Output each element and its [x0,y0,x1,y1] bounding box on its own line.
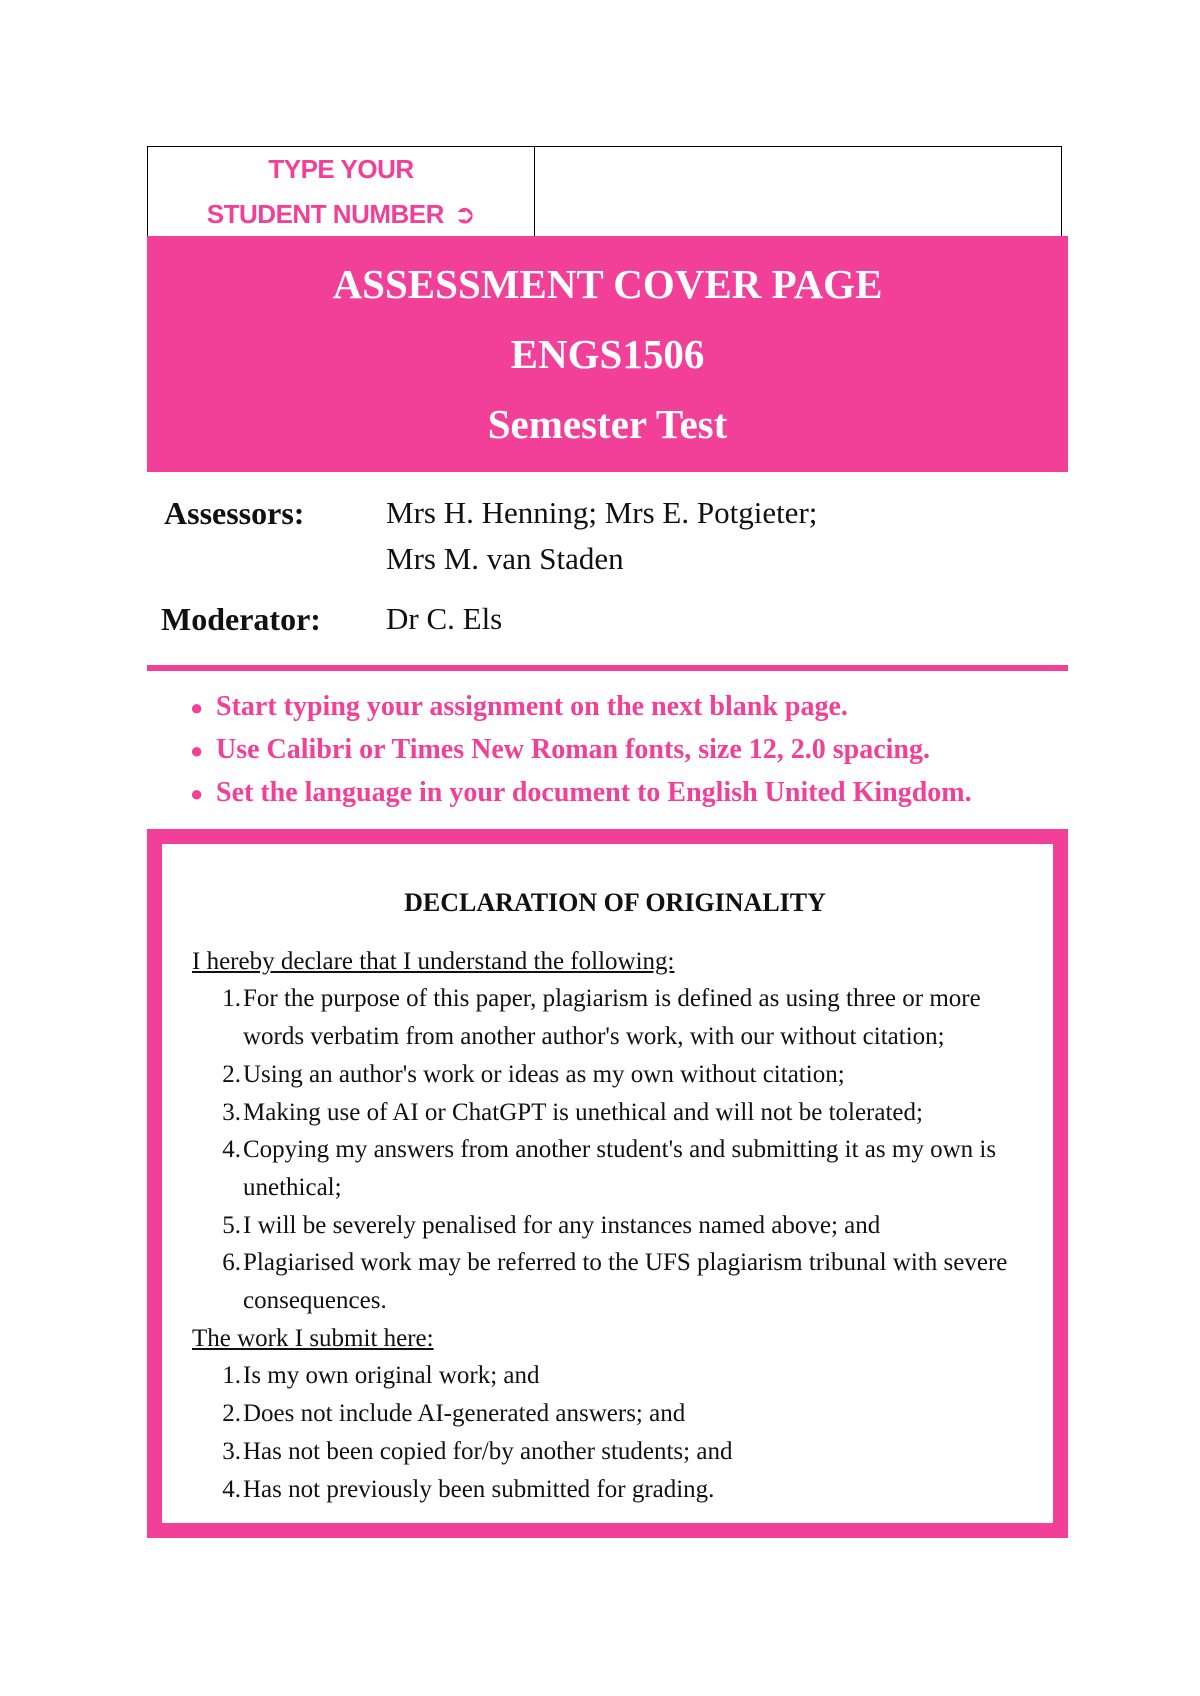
list-item: 3. Making use of AI or ChatGPT is unethical and will not be tolerated; [222,1098,923,1126]
bullet-icon: ● [190,781,204,806]
list-item: ● Start typing your assignment on the next blank page. [190,686,972,729]
moderator-label: Moderator: [161,601,321,637]
header-banner [147,236,1068,472]
list-item: 3. Has not been copied for/by another students; and [222,1437,733,1465]
list-item: 5. I will be severely penalised for any instances named above; and [222,1211,881,1239]
list-item: 1. Is my own original work; and [222,1362,540,1390]
assessors-line2: Mrs M. van Staden [386,541,624,576]
list-item: 2. Does not include AI-generated answers; and [222,1400,686,1428]
page-title: ASSESSMENT COVER PAGE [332,261,883,307]
student-number-input[interactable] [535,147,1061,236]
student-number-label-line1: TYPE YOUR [268,153,414,184]
understand-list [192,980,1042,1319]
student-number-label [148,147,535,236]
moderator-value: Dr C. Els [386,601,503,636]
arrow-right-icon: ➲ [453,198,476,229]
list-item: 2. Using an author's work or ideas as my own without citation; [222,1060,845,1088]
understand-heading: I hereby declare that I understand the following: [192,947,675,975]
assessment-type: Semester Test [487,401,728,447]
declaration-title: DECLARATION OF ORIGINALITY [404,888,826,917]
bullet-icon: ● [190,738,204,763]
list-item: 1. For the purpose of this paper, plagiarism is defined as using three or more words verbatim from another author's work, with our without citation; [222,985,981,1051]
staff-section [161,490,1064,656]
list-item: 6. Plagiarised work may be referred to the UFS plagiarism tribunal with severe consequences. [222,1249,1008,1315]
assessors-line1: Mrs H. Henning; Mrs E. Potgieter; [386,495,818,530]
student-number-label-line2: STUDENT NUMBER [206,198,444,229]
moderator-row [161,596,1064,642]
list-item: ● Set the language in your document to English United Kingdom. [190,772,972,815]
list-item: 4. Copying my answers from another student's and submitting it as my own is unethical; [222,1136,997,1201]
instructions-list [190,686,972,815]
declaration-box [147,829,1068,1538]
list-item: ● Use Calibri or Times New Roman fonts, size 12, 2.0 spacing. [190,729,972,772]
assessors-label: Assessors: [164,495,305,531]
submit-heading: The work I submit here: [192,1324,434,1352]
assessors-row [164,490,1064,582]
bullet-icon: ● [190,695,204,720]
submit-list [192,1357,1042,1508]
course-code: ENGS1506 [510,331,705,377]
student-number-table [147,146,1062,236]
divider [147,665,1068,671]
list-item: 4. Has not previously been submitted for grading. [222,1475,715,1503]
